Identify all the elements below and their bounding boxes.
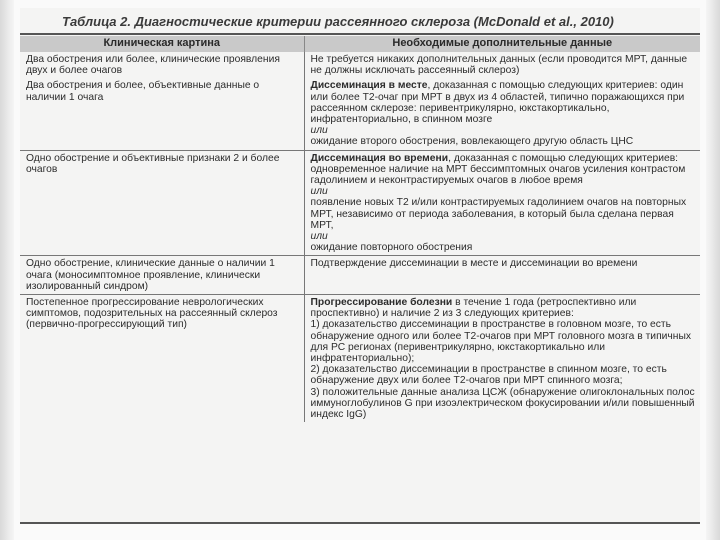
criterion-paragraph — [311, 387, 696, 421]
clinical-picture-cell: Одно обострение, клинические данные о наличии 1 очага (моносимптомное проявление, клинически изолированный синдром) — [20, 256, 304, 295]
criterion-paragraph: или — [310, 125, 328, 137]
criterion-paragraph: или — [310, 231, 328, 243]
header-additional-data: Необходимые дополнительные данные — [304, 36, 700, 52]
criteria-table — [20, 36, 700, 422]
criterion-text: 1) доказательство диссеминации в пространстве в головном мозге, то есть обнаружение одного или более Т2-очагов при МРТ головного мозга в типичных для РС регионах (перивентрикулярно, юкстакортикально или инфратенториально); — [310, 319, 691, 365]
criterion-paragraph — [311, 242, 696, 253]
criterion-paragraph — [311, 258, 696, 269]
criterion-text: появление новых Т2 и/или контрастируемых гадолинием очагов на повторных МРТ, независимо от периода заболевания, в который была сделана первая МРТ, — [310, 197, 687, 231]
table-row — [20, 78, 700, 150]
additional-data-cell — [304, 52, 700, 78]
additional-data-cell — [304, 256, 700, 295]
criterion-heading: Прогрессирование болезни — [310, 297, 453, 309]
header-row — [20, 36, 700, 52]
criterion-heading: Диссеминация во времени — [310, 152, 449, 164]
criterion-paragraph: или — [310, 186, 328, 198]
criterion-heading: Диссеминация в месте — [310, 80, 428, 92]
criterion-paragraph — [311, 136, 696, 147]
criterion-paragraph — [311, 197, 696, 231]
bottom-rule — [20, 522, 700, 524]
clinical-picture-cell: Два обострения и более, объективные данные о наличии 1 очага — [20, 78, 304, 150]
criterion-text: 2) доказательство диссеминации в пространстве в спинном мозге, то есть обнаружение двух или более Т2-очагов при МРТ спинного мозга; — [310, 364, 667, 387]
additional-data-cell — [304, 78, 700, 150]
criterion-paragraph — [311, 364, 696, 386]
top-rule — [20, 33, 700, 35]
criterion-text: ожидание второго обострения, вовлекающего другую область ЦНС — [310, 136, 634, 148]
criterion-text: ожидание повторного обострения — [310, 242, 473, 254]
header-clinical-picture: Клиническая картина — [20, 36, 304, 52]
clinical-picture-cell: Постепенное прогрессирование неврологических симптомов, подозрительных на рассеянный склероз (первично-прогрессирующий тип) — [20, 295, 304, 423]
table-row — [20, 256, 700, 295]
clinical-picture-cell: Два обострения или более, клинические проявления двух и более очагов — [20, 52, 304, 78]
criterion-text: , доказанная с помощью следующих критериев: один или более Т2-очаг при МРТ в двух из 4 областей, типично поражающихся при рассеянном склерозе: перивентрикулярно, юкстакортикально, инфратенториально, в спинном мозге — [310, 80, 685, 126]
table-title: Таблица 2. Диагностические критерии рассеянного склероза (McDonald et al., 2010) — [62, 14, 614, 29]
criterion-text: в течение 1 года (ретроспективно или проспективно) и наличие 2 из 3 следующих критериев: — [310, 297, 637, 320]
criterion-text: Подтверждение диссеминации в месте и диссеминации во времени — [310, 258, 638, 270]
criterion-text: 3) положительные данные анализа ЦСЖ (обнаружение олигоклональных полос иммуноглобулинов G при изоэлектрическом фокусировании и/или повышенный индекс IgG) — [310, 386, 695, 421]
table-row — [20, 150, 700, 256]
criterion-paragraph — [311, 54, 696, 76]
criterion-text: , доказанная с помощью следующих критериев: одновременное наличие на МРТ бессимптомных очагов усиления контрастом гадолинием и неконтрастируемых очагов в любое время — [310, 152, 686, 187]
criterion-paragraph — [311, 80, 696, 125]
clinical-picture-cell: Одно обострение и объективные признаки 2 и более очагов — [20, 150, 304, 256]
criterion-paragraph — [311, 153, 696, 187]
additional-data-cell — [304, 150, 700, 256]
additional-data-cell — [304, 295, 700, 423]
criterion-paragraph — [311, 297, 696, 319]
criterion-paragraph — [311, 319, 696, 364]
table-row — [20, 295, 700, 423]
criterion-text: Не требуется никаких дополнительных данных (если проводится МРТ, данные не должны исключать рассеянный склероз) — [310, 54, 688, 77]
table-row — [20, 52, 700, 78]
